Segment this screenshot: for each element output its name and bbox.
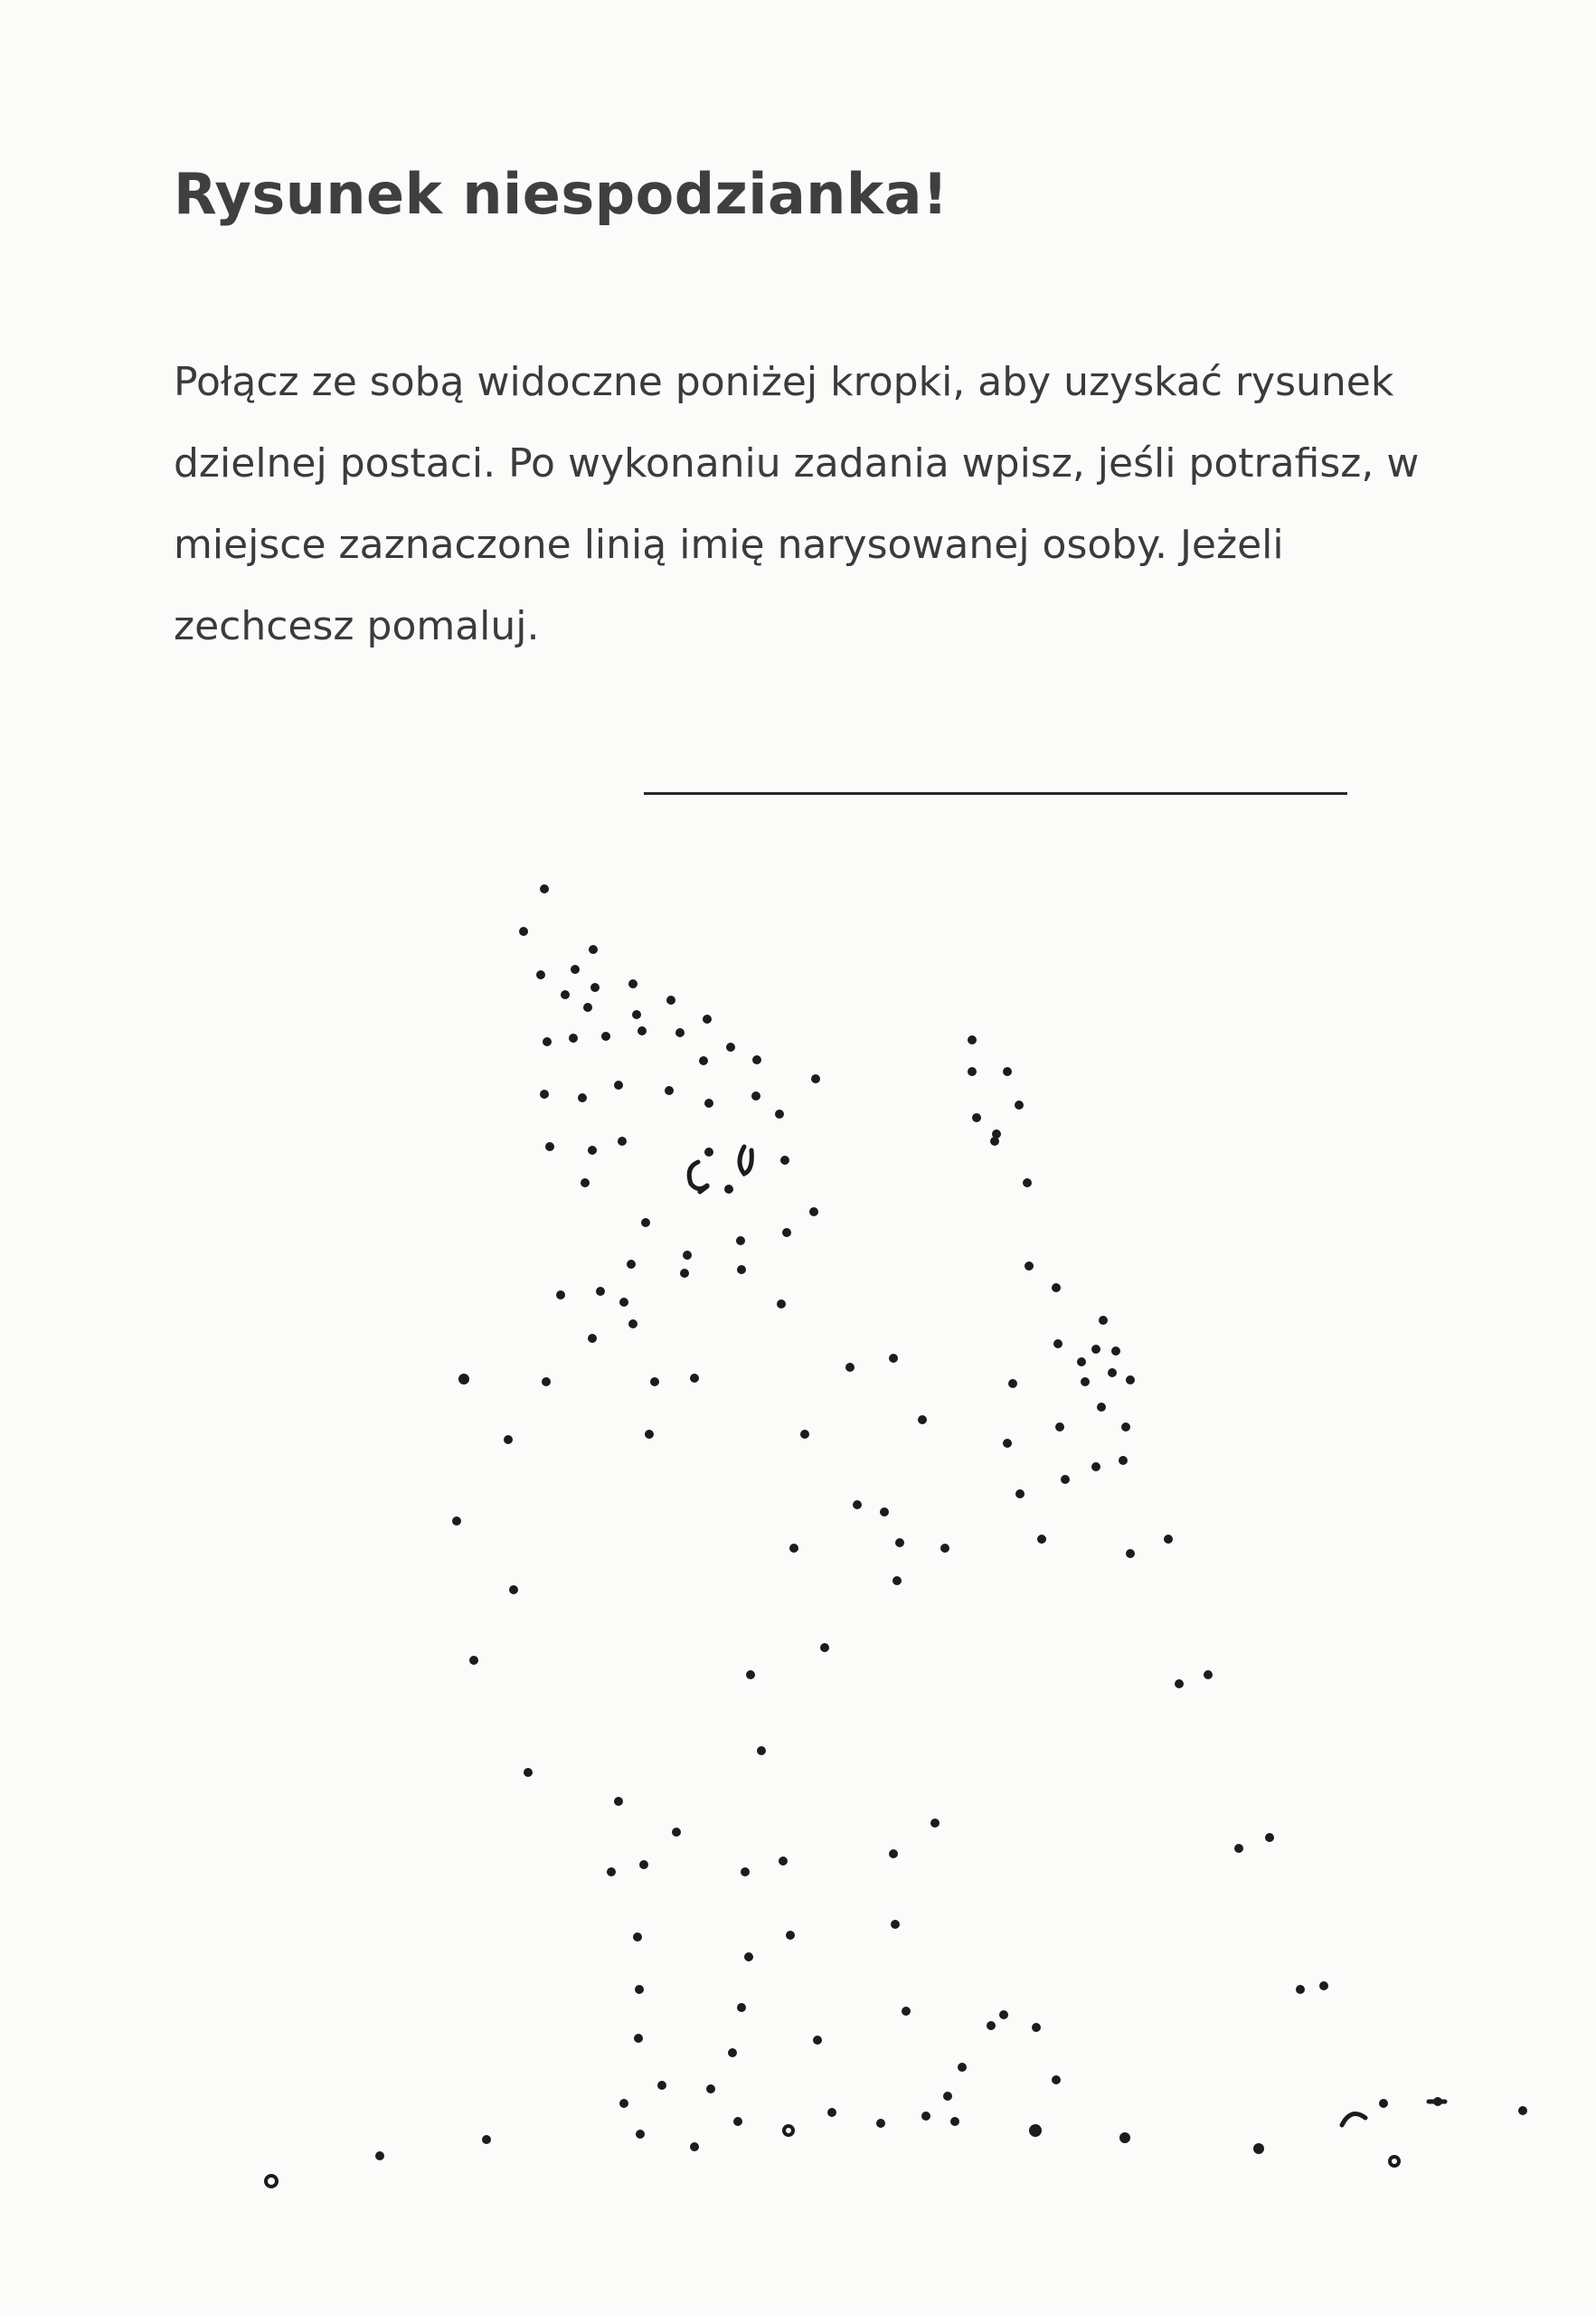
dots-head-cluster — [519, 884, 820, 1343]
instructions-text: Połącz ze sobą widoczne poniżej kropki, aby uzyskać rysunek dzielnej postaci. Po wykonaniu zadania wpisz, jeśli potrafisz, w miejsce zaznaczone linią imię narysowanej osoby. Jeżeli zechcesz pomaluj. — [174, 359, 1420, 649]
dots-arm-cluster — [892, 1035, 1173, 1585]
page-title: Rysunek niespodzianka! — [174, 161, 949, 227]
dots-body-cluster — [266, 1354, 1527, 2187]
